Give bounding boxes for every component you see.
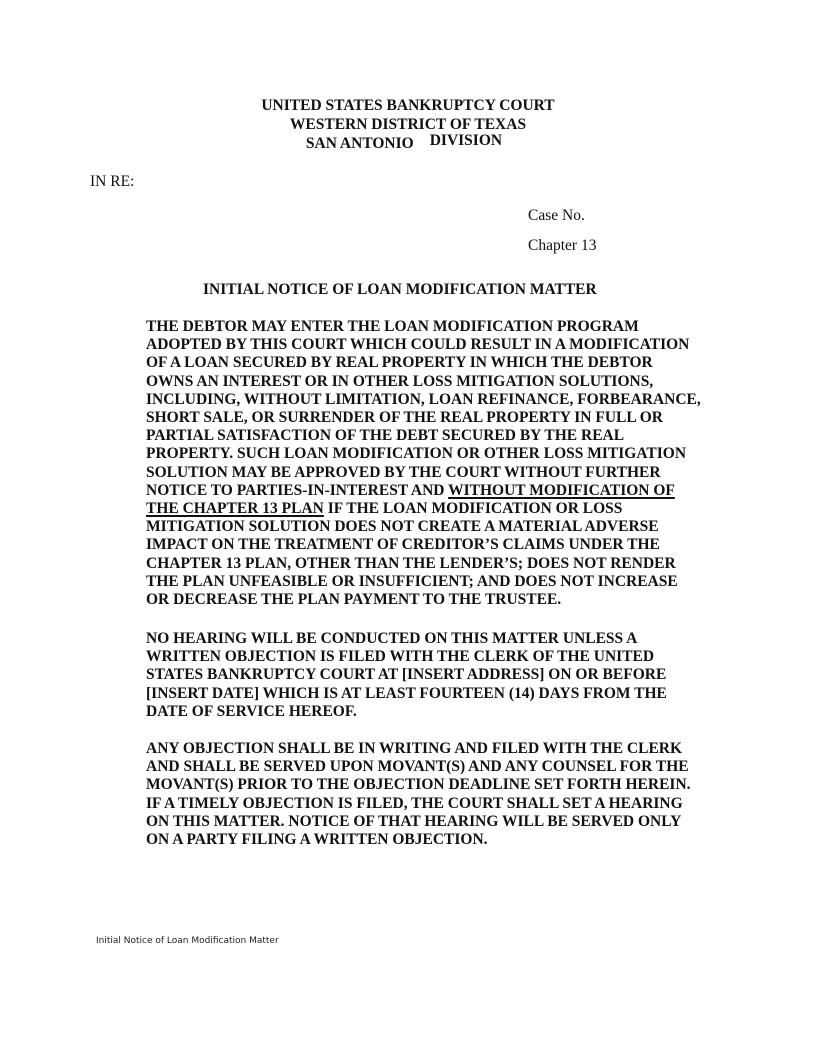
text-line: INCLUDING, WITHOUT LIMITATION, LOAN REFINANCE, FORBEARANCE, (146, 390, 701, 408)
text-line: ON A PARTY FILING A WRITTEN OBJECTION. (146, 831, 488, 849)
text-line: SHORT SALE, OR SURRENDER OF THE REAL PROPERTY IN FULL OR (146, 409, 663, 427)
division-city: SAN ANTONIO (305, 135, 414, 152)
text-line: IMPACT ON THE TREATMENT OF CREDITOR’S CLAIMS UNDER THE (146, 536, 660, 554)
court-district: WESTERN DISTRICT OF TEXAS (289, 116, 527, 133)
text-line: OR DECREASE THE PLAN PAYMENT TO THE TRUSTEE. (146, 591, 562, 609)
text-line: IF A TIMELY OBJECTION IS FILED, THE COURT SHALL SET A HEARING (146, 794, 683, 812)
text-line: OWNS AN INTEREST OR IN OTHER LOSS MITIGATION SOLUTIONS, (146, 372, 654, 390)
text-line: OF A LOAN SECURED BY REAL PROPERTY IN WHICH THE DEBTOR (146, 354, 653, 372)
text-line: MITIGATION SOLUTION DOES NOT CREATE A MATERIAL ADVERSE (146, 518, 659, 536)
paragraph-no-hearing (146, 630, 746, 721)
chapter-label: Chapter 13 (528, 237, 597, 254)
court-division (0, 134, 812, 153)
text-line: [INSERT DATE] WHICH IS AT LEAST FOURTEEN (14) DAYS FROM THE (146, 684, 667, 702)
text-line: NO HEARING WILL BE CONDUCTED ON THIS MATTER UNLESS A (146, 630, 638, 647)
court-name: UNITED STATES BANKRUPTCY COURT (261, 97, 555, 114)
text-line: PROPERTY. SUCH LOAN MODIFICATION OR OTHER LOSS MITIGATION (146, 445, 687, 463)
underlined-text: WITHOUT MODIFICATION OF (448, 481, 675, 499)
text-line: ON THIS MATTER. NOTICE OF THAT HEARING WILL BE SERVED ONLY (146, 812, 682, 830)
underlined-text: THE CHAPTER 13 PLAN (146, 500, 324, 518)
text-line: THE PLAN UNFEASIBLE OR INSUFFICIENT; AND DOES NOT INCREASE (146, 572, 678, 590)
text-line (146, 500, 746, 518)
in-re-label: IN RE: (90, 173, 135, 190)
text-line: ANY OBJECTION SHALL BE IN WRITING AND FILED WITH THE CLERK (146, 740, 683, 757)
text-line: WRITTEN OBJECTION IS FILED WITH THE CLERK OF THE UNITED (146, 648, 655, 666)
paragraph-objection (146, 740, 746, 849)
division-label: DIVISION (429, 132, 503, 149)
text-segment: NOTICE TO PARTIES-IN-INTEREST AND (146, 481, 449, 499)
court-header (0, 96, 816, 153)
text-segment: IF THE LOAN MODIFICATION OR LOSS (323, 500, 623, 518)
case-number-label: Case No. (528, 207, 585, 224)
text-line: STATES BANKRUPTCY COURT AT [INSERT ADDRESS] ON OR BEFORE (146, 666, 667, 684)
text-line: DATE OF SERVICE HEREOF. (146, 702, 357, 720)
text-line (146, 482, 746, 500)
page-footer: Initial Notice of Loan Modification Matter (96, 936, 279, 946)
paragraph-loan-modification (146, 318, 746, 609)
text-line: CHAPTER 13 PLAN, OTHER THAN THE LENDER’S; DOES NOT RENDER (146, 554, 676, 572)
text-line: ADOPTED BY THIS COURT WHICH COULD RESULT IN A MODIFICATION (146, 336, 690, 354)
text-line: MOVANT(S) PRIOR TO THE OBJECTION DEADLINE SET FORTH HEREIN. (146, 776, 691, 794)
notice-title: INITIAL NOTICE OF LOAN MODIFICATION MATTER (203, 281, 597, 298)
text-line: PARTIAL SATISFACTION OF THE DEBT SECURED BY THE REAL (146, 427, 625, 445)
text-line: THE DEBTOR MAY ENTER THE LOAN MODIFICATION PROGRAM (146, 318, 639, 335)
text-line: AND SHALL BE SERVED UPON MOVANT(S) AND ANY COUNSEL FOR THE (146, 758, 689, 776)
text-line: SOLUTION MAY BE APPROVED BY THE COURT WITHOUT FURTHER (146, 463, 661, 481)
case-info (528, 206, 596, 266)
